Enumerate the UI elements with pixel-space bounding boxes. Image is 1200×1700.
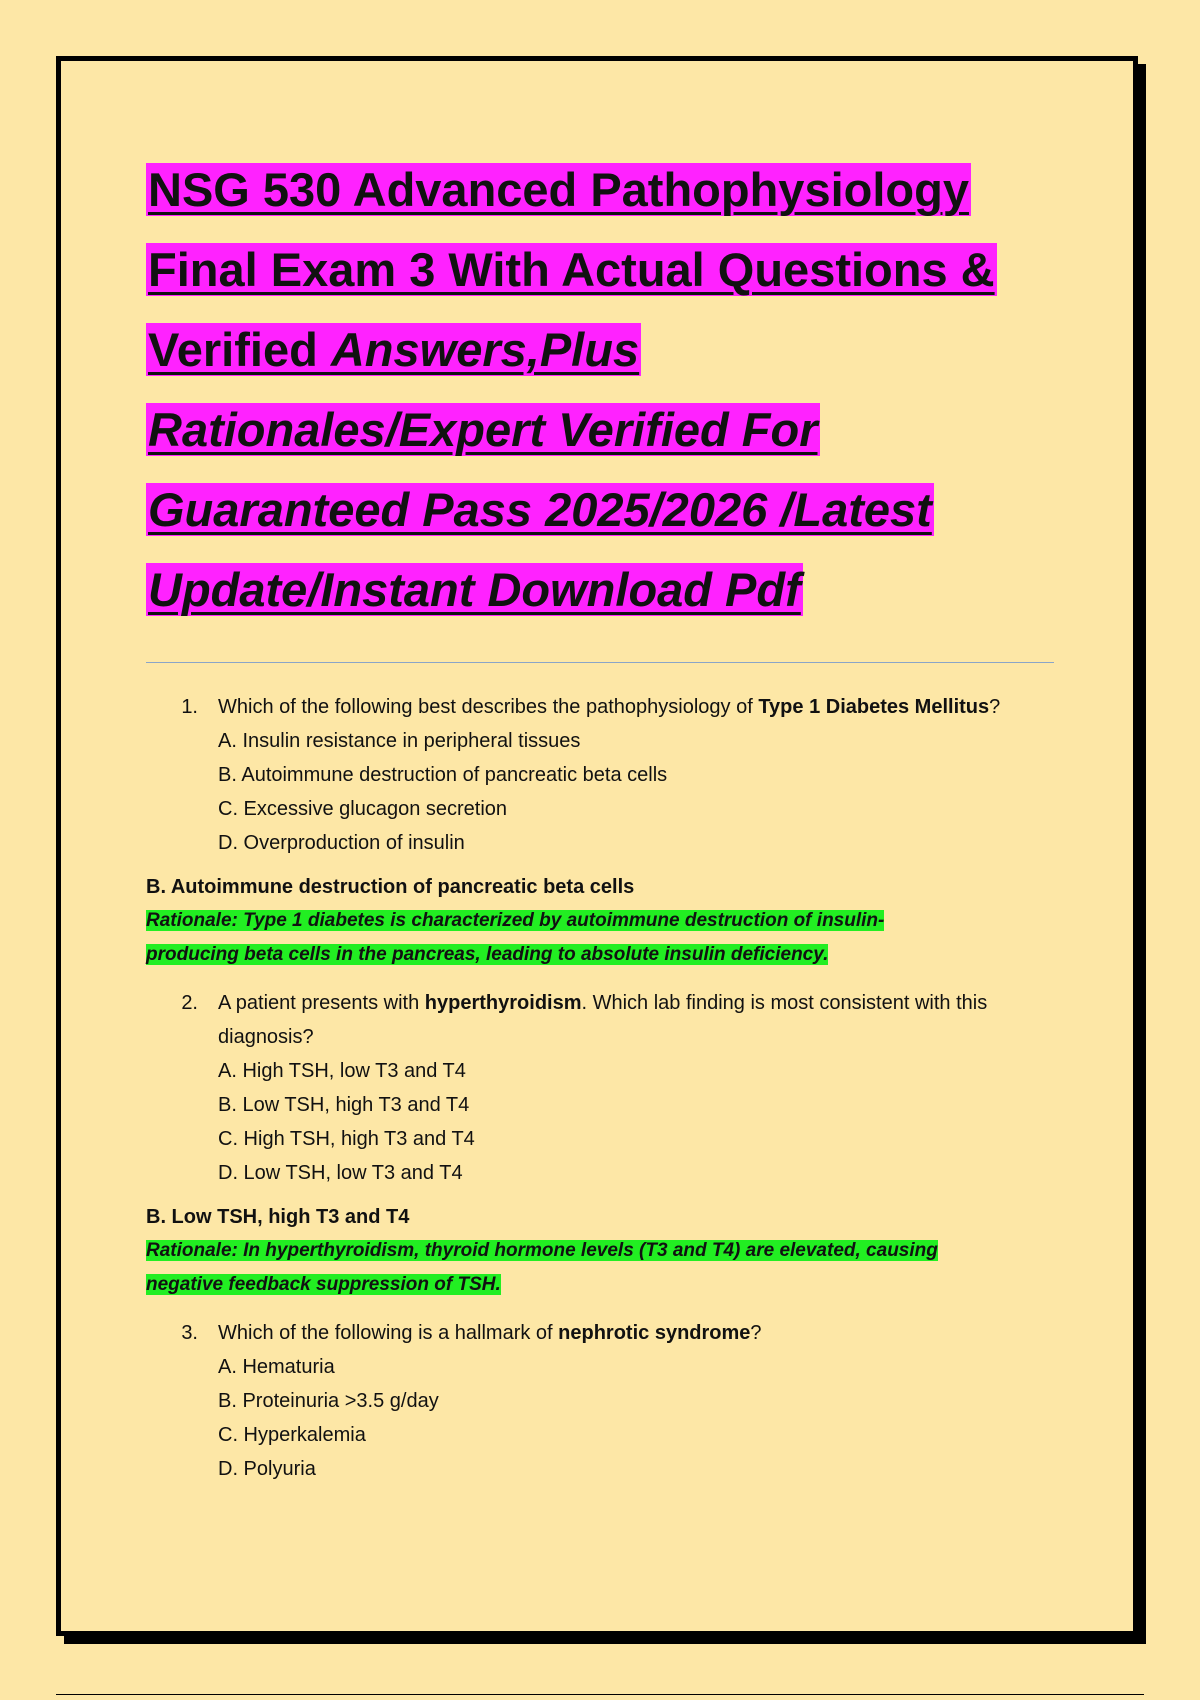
question-text [218,1316,1066,1350]
rationale-line-1: Rationale: Type 1 diabetes is characterized by autoimmune destruction of insulin- [146,910,885,931]
question-text-post: ? [750,1322,762,1344]
option-b: B. Low TSH, high T3 and T4 [218,1094,470,1116]
question-text-bold: nephrotic syndrome [558,1322,751,1344]
option-c: C. Hyperkalemia [218,1424,366,1446]
option-b: B. Proteinuria >3.5 g/day [218,1390,439,1412]
option-b: B. Autoimmune destruction of pancreatic beta cells [218,764,668,786]
question-number: 2. [181,992,198,1014]
answer: B. Low TSH, high T3 and T4 [146,1206,410,1228]
option-c: C. Excessive glucagon secretion [218,798,508,820]
option-d: D. Polyuria [218,1458,316,1480]
title-line-1: NSG 530 Advanced Pathophysiology [148,163,969,216]
question-text-pre: Which of the following best describes the pathophysiology of [218,696,759,718]
option-a: A. High TSH, low T3 and T4 [218,1060,466,1082]
title-line-2: Final Exam 3 With Actual Questions & [148,243,995,296]
question-text-bold: Type 1 Diabetes Mellitus [758,696,990,718]
title-line-5: Guaranteed Pass 2025/2026 /Latest [148,483,932,536]
option-a: A. Hematuria [218,1356,335,1378]
title-line-4: Rationales/Expert Verified For [148,403,818,456]
question-text-post: . Which lab finding is most consistent with this diagnosis? [218,992,988,1048]
option-c: C. High TSH, high T3 and T4 [218,1128,475,1150]
option-d: D. Low TSH, low T3 and T4 [218,1162,463,1184]
answer: B. Autoimmune destruction of pancreatic beta cells [146,876,635,898]
question-2 [146,986,1066,1302]
title-line-3 [146,323,641,376]
question-text-pre: A patient presents with [218,992,425,1014]
question-number: 3. [181,1322,198,1344]
question-number: 1. [181,696,198,718]
rationale-line-2: negative feedback suppression of TSH. [146,1274,501,1295]
question-1 [146,690,1066,972]
question-text-pre: Which of the following is a hallmark of [218,1322,559,1344]
rationale-line-2: producing beta cells in the pancreas, leading to absolute insulin deficiency. [146,944,829,965]
question-list [146,690,1066,1500]
option-d: D. Overproduction of insulin [218,832,465,854]
title-line-6: Update/Instant Download Pdf [148,563,801,616]
question-text [218,986,1066,1054]
rationale-line-1: Rationale: In hyperthyroidism, thyroid hormone levels (T3 and T4) are elevated, causing [146,1240,938,1261]
question-text [218,690,1066,724]
question-text-bold: hyperthyroidism [424,992,582,1014]
question-3 [146,1316,1066,1486]
question-text-post: ? [989,696,1001,718]
document-title [146,150,1056,630]
title-line-3-regular: Verified [148,323,331,376]
divider [146,662,1054,663]
footer-rule [56,1694,1144,1695]
title-line-3-italic: Answers,Plus [330,323,640,376]
option-a: A. Insulin resistance in peripheral tissues [218,730,581,752]
